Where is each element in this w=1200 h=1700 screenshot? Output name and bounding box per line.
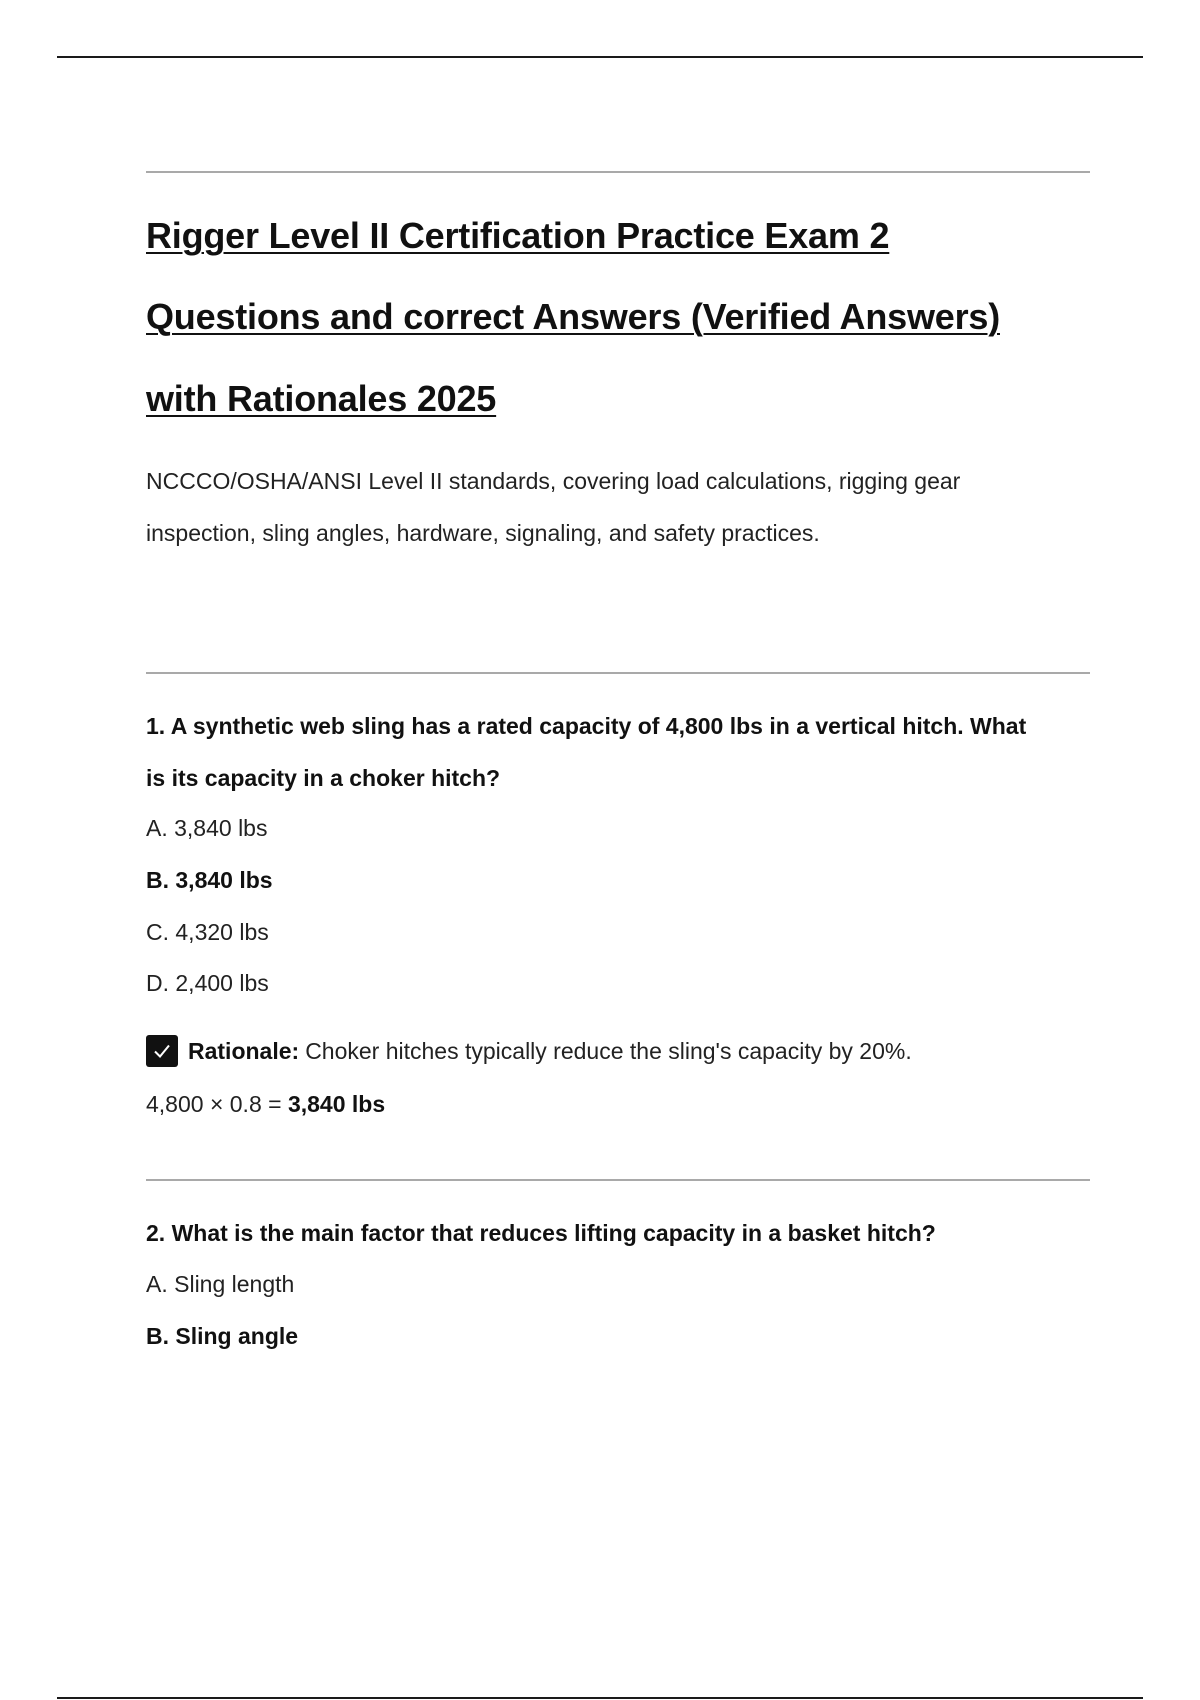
rationale-label: Rationale: bbox=[188, 1037, 300, 1064]
question-1-calculation bbox=[146, 1091, 385, 1118]
question-2-text-line-1: 2. What is the main factor that reduces lifting capacity in a basket hitch? bbox=[146, 1220, 936, 1246]
page-top-rule bbox=[57, 56, 1143, 58]
section-divider bbox=[146, 1179, 1090, 1181]
calculation-result: 3,840 lbs bbox=[287, 1091, 386, 1117]
question-1-rationale bbox=[146, 1035, 912, 1067]
calculation-expression: 4,800 × 0.8 = bbox=[146, 1091, 288, 1117]
document-title-line-2: Questions and correct Answers (Verified Answers) bbox=[146, 296, 1000, 337]
document-title-line-1: Rigger Level II Certification Practice Exam 2 bbox=[146, 215, 890, 256]
document-subtitle-line-2: inspection, sling angles, hardware, signaling, and safety practices. bbox=[146, 520, 820, 546]
question-1-text-line-2: is its capacity in a choker hitch? bbox=[146, 765, 501, 791]
rationale-text: Choker hitches typically reduce the sling's capacity by 20%. bbox=[305, 1037, 912, 1064]
page-bottom-rule bbox=[57, 1697, 1143, 1699]
section-divider bbox=[146, 171, 1090, 173]
check-box-icon bbox=[146, 1035, 178, 1067]
document-title-line-3: with Rationales 2025 bbox=[146, 378, 497, 419]
section-divider bbox=[146, 672, 1090, 674]
question-1-option-c: C. 4,320 lbs bbox=[146, 919, 269, 945]
question-2-option-a: A. Sling length bbox=[146, 1271, 295, 1297]
question-1-option-d: D. 2,400 lbs bbox=[146, 970, 269, 996]
question-1-option-b-correct: B. 3,840 lbs bbox=[146, 867, 273, 893]
document-subtitle-line-1: NCCCO/OSHA/ANSI Level II standards, covering load calculations, rigging gear bbox=[146, 468, 961, 494]
question-2-option-b-correct: B. Sling angle bbox=[146, 1323, 299, 1349]
question-1-option-a: A. 3,840 lbs bbox=[146, 815, 268, 841]
question-1-text-line-1: 1. A synthetic web sling has a rated capacity of 4,800 lbs in a vertical hitch. What bbox=[146, 713, 1027, 739]
